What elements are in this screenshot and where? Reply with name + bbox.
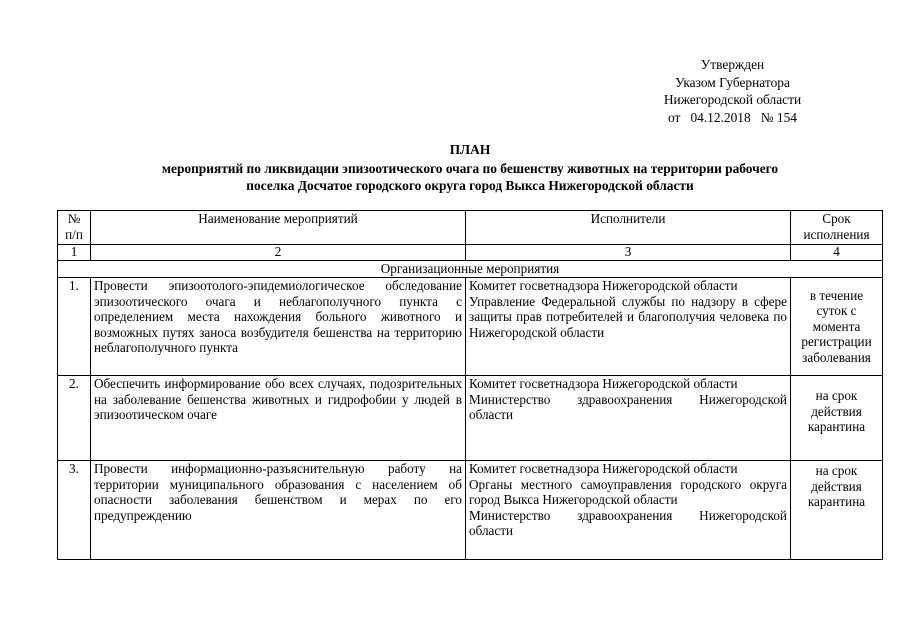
row-number: 3. [58, 461, 91, 560]
document-title [90, 142, 850, 194]
row-action: Обеспечить информирование обо всех случаях, подозрительных на заболевание бешенства животных и гидрофобии у людей в эпизоотическом очаге [91, 376, 466, 461]
approval-stamp [640, 56, 825, 126]
header-name: Наименование мероприятий [91, 211, 466, 245]
approval-line-decree: Указом Губернатора [675, 74, 790, 90]
col-number: 1 [58, 245, 91, 261]
col-number: 4 [791, 245, 883, 261]
executor: Комитет госветнадзора Нижегородской области [469, 376, 738, 391]
plan-table [57, 210, 883, 560]
approval-line-approved: Утвержден [700, 57, 765, 72]
executor: Комитет госветнадзора Нижегородской области [469, 461, 738, 476]
column-number-row [58, 245, 883, 261]
table-row [58, 461, 883, 560]
section-row [58, 261, 883, 278]
executor: Министерство здравоохранения Нижегородской области [469, 391, 787, 423]
table-header-row [58, 211, 883, 245]
executor: Управление Федеральной службы по надзору в сфере защиты прав потребителей и благополучия человека по Нижегородской области [469, 293, 787, 340]
title-line-1: мероприятий по ликвидации эпизоотического очага по бешенству животных на территории рабочего [161, 160, 779, 176]
row-executors [466, 461, 791, 560]
section-title: Организационные мероприятия [58, 261, 883, 278]
header-term: Срок исполнения [791, 211, 883, 245]
row-term: в течение суток с момента регистрации заболевания [791, 278, 883, 376]
title-plan: ПЛАН [449, 142, 491, 157]
header-executors: Исполнители [466, 211, 791, 245]
row-action: Провести эпизоотолого-эпидемиологическое обследование эпизоотического очага и неблагополучного пункта с определением места нахождения больного животного и возможных путях заноса возбудителя бешенства на территорию неблагополучного пункта [91, 278, 466, 376]
approval-date-line [640, 109, 825, 127]
row-number: 2. [58, 376, 91, 461]
row-executors [466, 376, 791, 461]
header-num: № п/п [58, 211, 91, 245]
row-action: Провести информационно-разъяснительную работу на территории муниципального образования с населением об опасности заболевания бешенством и мерах по его предупреждению [91, 461, 466, 560]
executor: Комитет госветнадзора Нижегородской области [469, 278, 738, 293]
executor: Министерство здравоохранения Нижегородской области [469, 507, 787, 539]
table-row [58, 376, 883, 461]
approval-date: 04.12.2018 [690, 109, 751, 125]
col-number: 3 [466, 245, 791, 261]
title-line-2: поселка Досчатое городского округа город Выкса Нижегородской области [246, 177, 694, 193]
row-term: на срок действия карантина [791, 376, 883, 461]
approval-number: № 154 [760, 109, 797, 125]
row-executors [466, 278, 791, 376]
table-row [58, 278, 883, 376]
executor: Органы местного самоуправления городского округа город Выкса Нижегородской области [469, 476, 787, 508]
approval-date-prefix: от [668, 109, 681, 125]
col-number: 2 [91, 245, 466, 261]
row-number: 1. [58, 278, 91, 376]
row-term: на срок действия карантина [791, 461, 883, 560]
approval-line-region: Нижегородской области [663, 92, 802, 107]
